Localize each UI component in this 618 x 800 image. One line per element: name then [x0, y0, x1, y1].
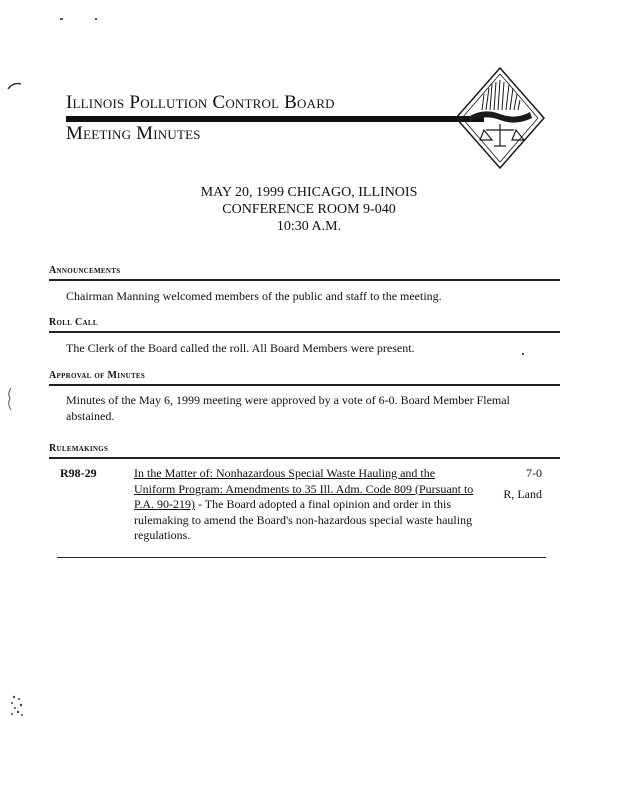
scan-speck	[60, 18, 63, 20]
meeting-time: 10:30 A.M.	[276, 219, 342, 234]
approval-text: Minutes of the May 6, 1999 meeting were approved by a vote of 6-0. Board Member Flemal abstained.	[66, 393, 510, 423]
roll-call-text: The Clerk of the Board called the roll. All Board Members were present.	[66, 341, 415, 355]
announcements-heading: Announcements	[49, 265, 121, 276]
approval-heading: Approval of Minutes	[49, 370, 146, 381]
rulemakings-heading: Rulemakings	[49, 443, 109, 454]
board-title: Illinois Pollution Control Board	[66, 92, 335, 113]
rulemaking-action-text: - The Board adopted a final opinion and order in this rulemaking to amend the Board's non-hazardous special waste hauling regulations.	[134, 497, 473, 542]
rulemaking-vote: 7-0	[526, 466, 542, 480]
document-title: Meeting Minutes	[66, 123, 201, 144]
roll-call-rule	[49, 331, 560, 333]
scan-speck	[95, 18, 97, 20]
scan-mark	[6, 80, 24, 92]
rulemaking-docket-number: R98-29	[60, 466, 97, 480]
approval-rule	[49, 384, 560, 386]
rulemaking-description	[134, 466, 474, 544]
title-rule	[66, 116, 484, 122]
rulemaking-title-link[interactable]: In the Matter of: Nonhazardous Special Waste Hauling and the Uniform Program: Amendments to 35 Ill. Adm. Code 809 (Pursuant to P.A. 90-219)	[134, 466, 474, 511]
end-rule	[57, 557, 546, 558]
rulemakings-rule	[49, 457, 560, 459]
scan-speck	[522, 353, 524, 355]
roll-call-heading: Roll Call	[49, 317, 98, 328]
announcements-text: Chairman Manning welcomed members of the public and staff to the meeting.	[66, 289, 442, 303]
scan-mark	[8, 693, 28, 719]
announcements-rule	[49, 279, 560, 281]
rulemaking-staff: R, Land	[503, 487, 542, 501]
scan-mark	[4, 386, 14, 412]
meeting-room: CONFERENCE ROOM 9-040	[222, 202, 396, 217]
meeting-date-location: MAY 20, 1999 CHICAGO, ILLINOIS	[200, 185, 418, 200]
board-seal-logo	[454, 66, 546, 170]
